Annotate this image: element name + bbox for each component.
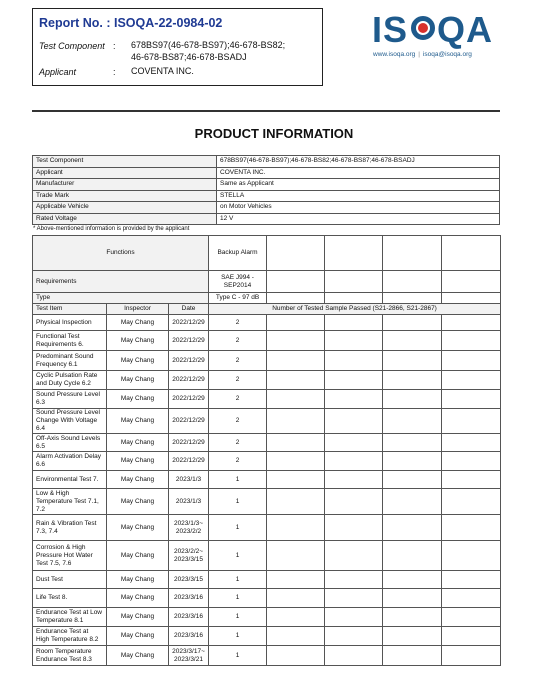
isoqa-logo — [372, 10, 502, 62]
empty-cell — [267, 371, 325, 390]
inspector: May Chang — [107, 371, 169, 390]
empty-cell — [442, 471, 501, 489]
empty-cell — [442, 515, 501, 541]
empty-cell — [325, 471, 383, 489]
passed-count: 2 — [209, 390, 267, 409]
date: 2022/12/29 — [169, 434, 209, 452]
empty-cell — [267, 489, 325, 515]
test-component-value-line2: 46-678-BS87;46-678-BSADJ — [131, 52, 247, 62]
info-label: Applicant — [33, 167, 217, 179]
inspector: May Chang — [107, 315, 169, 331]
table-row — [33, 541, 501, 571]
table-row — [33, 589, 501, 608]
passed-count: 2 — [209, 409, 267, 434]
date: 2023/1/3~ 2023/2/2 — [169, 515, 209, 541]
empty-cell — [325, 608, 383, 627]
empty-cell — [442, 371, 501, 390]
passed-count: 2 — [209, 434, 267, 452]
test-item: Alarm Activation Delay 6.6 — [33, 452, 107, 471]
empty-cell — [325, 293, 383, 304]
date: 2023/3/15 — [169, 571, 209, 589]
passed-count: 2 — [209, 452, 267, 471]
empty-cell — [325, 331, 383, 351]
empty-cell — [442, 589, 501, 608]
applicant-colon: : — [113, 67, 116, 77]
empty-cell — [442, 646, 501, 666]
requirements-label: Requirements — [33, 271, 209, 293]
empty-cell — [442, 627, 501, 646]
inspector: May Chang — [107, 351, 169, 371]
test-item: Cyclic Pulsation Rate and Duty Cycle 6.2 — [33, 371, 107, 390]
empty-cell — [267, 646, 325, 666]
passed-count: 2 — [209, 315, 267, 331]
empty-cell — [383, 331, 442, 351]
inspector: May Chang — [107, 489, 169, 515]
type-value: Type C - 97 dB — [209, 293, 267, 304]
test-item: Sound Pressure Level 6.3 — [33, 390, 107, 409]
empty-cell — [383, 236, 442, 271]
inspector: May Chang — [107, 390, 169, 409]
empty-cell — [442, 331, 501, 351]
empty-cell — [267, 434, 325, 452]
table-row — [33, 331, 501, 351]
test-item: Off-Axis Sound Levels 6.5 — [33, 434, 107, 452]
table-row — [33, 515, 501, 541]
empty-cell — [267, 271, 325, 293]
test-item: Corrosion & High Pressure Hot Water Test 7.5, 7.6 — [33, 541, 107, 571]
date: 2023/3/16 — [169, 627, 209, 646]
empty-cell — [383, 315, 442, 331]
table-row — [33, 371, 501, 390]
inspector: May Chang — [107, 627, 169, 646]
test-item: Low & High Temperature Test 7.1, 7.2 — [33, 489, 107, 515]
inspector: May Chang — [107, 471, 169, 489]
inspector-header: Inspector — [107, 304, 169, 315]
test-results-table — [32, 235, 501, 666]
info-row — [33, 156, 500, 168]
empty-cell — [325, 452, 383, 471]
empty-cell — [325, 390, 383, 409]
info-row — [33, 167, 500, 179]
empty-cell — [267, 627, 325, 646]
info-label: Manufacturer — [33, 179, 217, 191]
test-item: Life Test 8. — [33, 589, 107, 608]
passed-count: 1 — [209, 541, 267, 571]
empty-cell — [325, 541, 383, 571]
empty-cell — [383, 571, 442, 589]
passed-count: 1 — [209, 589, 267, 608]
empty-cell — [383, 627, 442, 646]
empty-cell — [383, 271, 442, 293]
empty-cell — [325, 489, 383, 515]
table-row — [33, 471, 501, 489]
empty-cell — [325, 315, 383, 331]
empty-cell — [383, 589, 442, 608]
empty-cell — [267, 315, 325, 331]
inspector: May Chang — [107, 434, 169, 452]
table-row — [33, 608, 501, 627]
empty-cell — [383, 434, 442, 452]
info-value: COVENTA INC. — [217, 167, 500, 179]
empty-cell — [383, 541, 442, 571]
passed-count: 1 — [209, 571, 267, 589]
requirements-value — [209, 271, 267, 293]
info-row — [33, 179, 500, 191]
empty-cell — [325, 351, 383, 371]
logo-links — [373, 51, 472, 58]
empty-cell — [267, 390, 325, 409]
date: 2022/12/29 — [169, 390, 209, 409]
test-item: Environmental Test 7. — [33, 471, 107, 489]
empty-cell — [383, 409, 442, 434]
test-item: Room Temperature Endurance Test 8.3 — [33, 646, 107, 666]
page-title: PRODUCT INFORMATION — [194, 126, 354, 141]
info-row — [33, 213, 500, 225]
inspector: May Chang — [107, 646, 169, 666]
test-item: Rain & Vibration Test 7.3, 7.4 — [33, 515, 107, 541]
empty-cell — [267, 236, 325, 271]
empty-cell — [325, 371, 383, 390]
passed-count: 2 — [209, 371, 267, 390]
empty-cell — [267, 293, 325, 304]
info-label: Applicable Vehicle — [33, 202, 217, 214]
empty-cell — [267, 515, 325, 541]
info-value: STELLA — [217, 190, 500, 202]
empty-cell — [442, 409, 501, 434]
empty-cell — [442, 390, 501, 409]
empty-cell — [325, 271, 383, 293]
logo-q-icon — [408, 10, 437, 50]
empty-cell — [267, 331, 325, 351]
info-row — [33, 202, 500, 214]
empty-cell — [325, 236, 383, 271]
passed-count: 1 — [209, 489, 267, 515]
test-item-header: Test Item — [33, 304, 107, 315]
info-value: 12 V — [217, 213, 500, 225]
website-link[interactable]: www.isoqa.org — [373, 51, 416, 58]
empty-cell — [325, 589, 383, 608]
date: 2022/12/29 — [169, 331, 209, 351]
logo-text-start: IS — [372, 9, 409, 50]
test-item: Endurance Test at High Temperature 8.2 — [33, 627, 107, 646]
table-row — [33, 489, 501, 515]
report-number: Report No. : ISOQA-22-0984-02 — [39, 16, 223, 30]
passed-count: 1 — [209, 515, 267, 541]
email-link[interactable]: isoqa@isoqa.org — [422, 51, 472, 58]
empty-cell — [383, 608, 442, 627]
empty-cell — [383, 371, 442, 390]
empty-cell — [383, 471, 442, 489]
empty-cell — [442, 608, 501, 627]
test-item: Functional Test Requirements 6. — [33, 331, 107, 351]
empty-cell — [267, 471, 325, 489]
empty-cell — [442, 236, 501, 271]
product-info-table — [32, 155, 500, 225]
passed-count: 1 — [209, 471, 267, 489]
empty-cell — [442, 571, 501, 589]
empty-cell — [267, 608, 325, 627]
empty-cell — [325, 627, 383, 646]
table-row — [33, 409, 501, 434]
empty-cell — [442, 489, 501, 515]
test-item: Sound Pressure Level Change With Voltage 6.4 — [33, 409, 107, 434]
info-label: Test Component — [33, 156, 217, 168]
link-separator: | — [418, 51, 420, 58]
header-divider — [32, 110, 500, 112]
info-label: Rated Voltage — [33, 213, 217, 225]
date: 2022/12/29 — [169, 315, 209, 331]
test-item: Dust Test — [33, 571, 107, 589]
test-component-colon: : — [113, 41, 116, 51]
empty-cell — [383, 646, 442, 666]
date: 2023/3/17~ 2023/3/21 — [169, 646, 209, 666]
inspector: May Chang — [107, 452, 169, 471]
passed-count: 1 — [209, 608, 267, 627]
table-row — [33, 571, 501, 589]
date: 2023/1/3 — [169, 489, 209, 515]
requirements-value-line2: SEP2014 — [223, 281, 252, 289]
test-component-label: Test Component — [39, 41, 105, 51]
test-component-value-line1: 678BS97(46-678-BS97);46-678-BS82; — [131, 40, 286, 50]
date-header: Date — [169, 304, 209, 315]
passed-header: Number of Tested Sample Passed (S21-2866, S21-2867) — [209, 304, 501, 315]
empty-cell — [383, 515, 442, 541]
passed-count: 2 — [209, 351, 267, 371]
logo-wordmark — [372, 10, 493, 50]
inspector: May Chang — [107, 409, 169, 434]
info-label: Trade Mark — [33, 190, 217, 202]
date: 2023/1/3 — [169, 471, 209, 489]
date: 2023/3/16 — [169, 608, 209, 627]
empty-cell — [267, 409, 325, 434]
date: 2022/12/29 — [169, 409, 209, 434]
empty-cell — [442, 434, 501, 452]
empty-cell — [267, 452, 325, 471]
applicant-label: Applicant — [39, 67, 77, 77]
inspector: May Chang — [107, 571, 169, 589]
date: 2022/12/29 — [169, 351, 209, 371]
table-row — [33, 390, 501, 409]
date: 2022/12/29 — [169, 371, 209, 390]
empty-cell — [267, 351, 325, 371]
empty-cell — [442, 452, 501, 471]
test-item: Physical Inspection — [33, 315, 107, 331]
date: 2023/3/16 — [169, 589, 209, 608]
info-value: 678BS97(46-678-BS97);46-678-BS82;46-678-BS87;46-678-BSADJ — [217, 156, 500, 168]
date: 2022/12/29 — [169, 452, 209, 471]
empty-cell — [325, 409, 383, 434]
inspector: May Chang — [107, 331, 169, 351]
empty-cell — [267, 571, 325, 589]
applicant-value: COVENTA INC. — [131, 66, 194, 76]
report-header-box — [32, 8, 323, 86]
empty-cell — [442, 351, 501, 371]
empty-cell — [442, 271, 501, 293]
date: 2023/2/2~ 2023/3/15 — [169, 541, 209, 571]
inspector: May Chang — [107, 541, 169, 571]
info-value: on Motor Vehicles — [217, 202, 500, 214]
logo-text-end: QA — [437, 9, 494, 50]
info-row — [33, 190, 500, 202]
test-item: Predominant Sound Frequency 6.1 — [33, 351, 107, 371]
info-value: Same as Applicant — [217, 179, 500, 191]
empty-cell — [383, 489, 442, 515]
empty-cell — [325, 646, 383, 666]
empty-cell — [442, 293, 501, 304]
type-label: Type — [33, 293, 209, 304]
empty-cell — [442, 315, 501, 331]
inspector: May Chang — [107, 515, 169, 541]
inspector: May Chang — [107, 589, 169, 608]
empty-cell — [267, 589, 325, 608]
table-row — [33, 351, 501, 371]
applicant-note: * Above-mentioned information is provided by the applicant — [33, 226, 190, 232]
empty-cell — [442, 541, 501, 571]
table-row — [33, 315, 501, 331]
empty-cell — [383, 452, 442, 471]
passed-count: 2 — [209, 331, 267, 351]
inspector: May Chang — [107, 608, 169, 627]
empty-cell — [325, 515, 383, 541]
table-row — [33, 627, 501, 646]
test-item: Endurance Test at Low Temperature 8.1 — [33, 608, 107, 627]
table-row — [33, 434, 501, 452]
empty-cell — [383, 390, 442, 409]
table-row — [33, 646, 501, 666]
passed-count: 1 — [209, 627, 267, 646]
empty-cell — [325, 434, 383, 452]
table-row — [33, 452, 501, 471]
empty-cell — [325, 571, 383, 589]
backup-alarm-header: Backup Alarm — [209, 236, 267, 271]
functions-header: Functions — [33, 236, 209, 271]
empty-cell — [383, 351, 442, 371]
requirements-value-line1: SAE J994 - — [221, 273, 254, 281]
empty-cell — [267, 541, 325, 571]
passed-count: 1 — [209, 646, 267, 666]
empty-cell — [383, 293, 442, 304]
